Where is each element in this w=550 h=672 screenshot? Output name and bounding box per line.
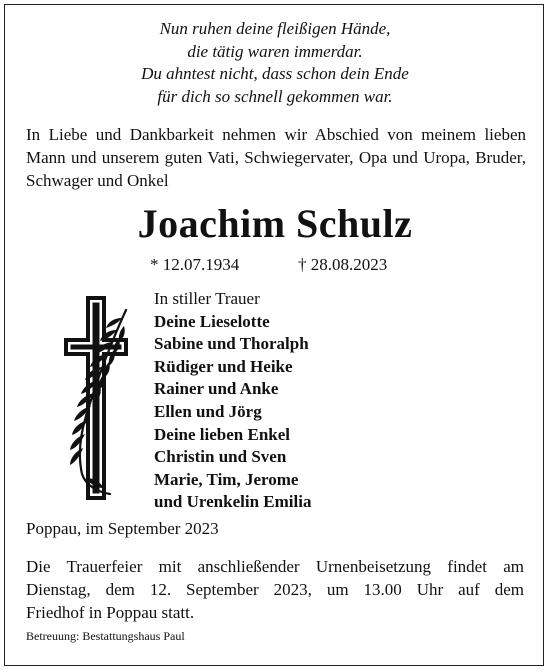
- mourner-name: Ellen und Jörg: [154, 401, 262, 421]
- poem-line: die tätig waren immerdar.: [187, 41, 363, 61]
- mourner-name: und Urenkelin Emilia: [154, 492, 312, 512]
- funeral-home-credit: Betreuung: Bestattungshaus Paul: [26, 629, 185, 643]
- ceremony-line: Dienstag, dem 12. September 2023, um 13.00 Uhr auf dem: [26, 580, 524, 599]
- deceased-name: Joachim Schulz: [137, 201, 413, 246]
- death-date: † 28.08.2023: [298, 255, 388, 274]
- place-date: Poppau, im September 2023: [26, 519, 219, 538]
- ceremony-line: Die Trauerfeier mit anschließender Urnenbeisetzung findet am: [26, 557, 524, 576]
- mourner-name: Deine Lieselotte: [154, 311, 270, 331]
- mourner-name: Rainer und Anke: [154, 379, 279, 399]
- ceremony-line: Friedhof in Poppau statt.: [26, 603, 195, 622]
- birth-date: * 12.07.1934: [150, 255, 240, 274]
- poem-line: für dich so schnell gekommen war.: [157, 86, 393, 106]
- ceremony-info: [26, 555, 524, 624]
- mourner-name: Christin und Sven: [154, 447, 287, 467]
- poem-line: Nun ruhen deine fleißigen Hände,: [159, 19, 391, 38]
- mourners-list: [154, 288, 311, 514]
- poem-line: Du ahntest nicht, dass schon dein Ende: [141, 64, 409, 83]
- mourner-name: Deine lieben Enkel: [154, 424, 291, 444]
- mourner-name: Rüdiger und Heike: [154, 356, 293, 376]
- intro-text: In Liebe und Dankbarkeit nehmen wir Abschied von meinem lieben Mann und unserem guten Vati, Schwiegervater, Opa und Uropa, Bruder, Schwager und Onkel: [26, 125, 526, 190]
- mourner-name: Sabine und Thoralph: [154, 334, 309, 354]
- cross-with-palm-branch-icon: [64, 296, 128, 500]
- memorial-poem: [0, 18, 550, 108]
- mourner-name: Marie, Tim, Jerome: [154, 469, 299, 489]
- mourners-heading: In stiller Trauer: [154, 289, 260, 308]
